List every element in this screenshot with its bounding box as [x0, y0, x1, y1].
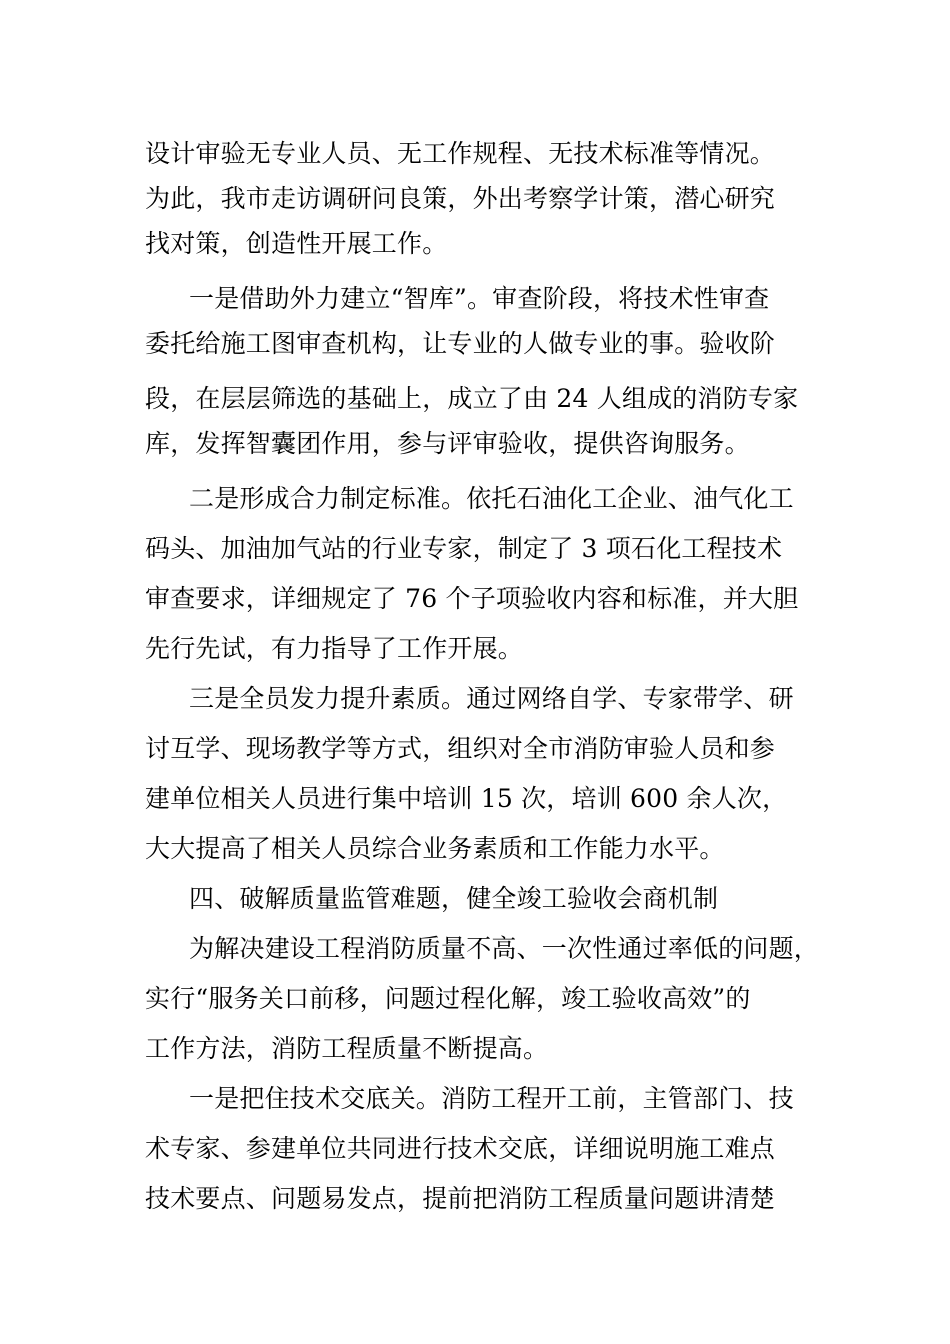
text-line: 委托给施工图审查机构，让专业的人做专业的事。验收阶: [145, 329, 776, 358]
paragraph-first-line: 二是形成合力制定标准。依托石油化工企业、油气化工: [189, 484, 794, 513]
text-line: 段，在层层筛选的基础上，成立了由 24 人组成的消防专家: [145, 384, 799, 413]
text-line: 库，发挥智囊团作用，参与评审验收，提供咨询服务。: [145, 429, 750, 458]
paragraph-first-line: 一是把住技术交底关。消防工程开工前，主管部门、技: [189, 1084, 794, 1113]
paragraph-first-line: 三是全员发力提升素质。通过网络自学、专家带学、研: [189, 684, 794, 713]
text-line: 找对策，创造性开展工作。: [145, 229, 448, 258]
text-line: 为此，我市走访调研问良策，外出考察学计策，潜心研究: [145, 184, 776, 213]
text-line: 码头、加油加气站的行业专家，制定了 3 项石化工程技术: [145, 534, 783, 563]
text-line: 建单位相关人员进行集中培训 15 次，培训 600 余人次，: [145, 784, 788, 813]
text-line: 术专家、参建单位共同进行技术交底，详细说明施工难点: [145, 1134, 776, 1163]
text-line: 工作方法，消防工程质量不断提高。: [145, 1034, 549, 1063]
text-line: 先行先试，有力指导了工作开展。: [145, 634, 524, 663]
text-line: 大大提高了相关人员综合业务素质和工作能力水平。: [145, 834, 725, 863]
text-line: 设计审验无专业人员、无工作规程、无技术标准等情况。: [145, 139, 776, 168]
text-line: 实行“服务关口前移，问题过程化解，竣工验收高效”的: [145, 984, 751, 1013]
paragraph-first-line: 为解决建设工程消防质量不高、一次性通过率低的问题，: [189, 934, 820, 963]
text-line: 技术要点、问题易发点，提前把消防工程质量问题讲清楚: [145, 1184, 776, 1213]
paragraph-first-line: 一是借助外力建立“智库”。审查阶段，将技术性审查: [189, 284, 770, 313]
section-heading: 四、破解质量监管难题，健全竣工验收会商机制: [189, 884, 719, 913]
text-line: 讨互学、现场教学等方式，组织对全市消防审验人员和参: [145, 734, 776, 763]
text-line: 审查要求，详细规定了 76 个子项验收内容和标准，并大胆: [145, 584, 799, 613]
